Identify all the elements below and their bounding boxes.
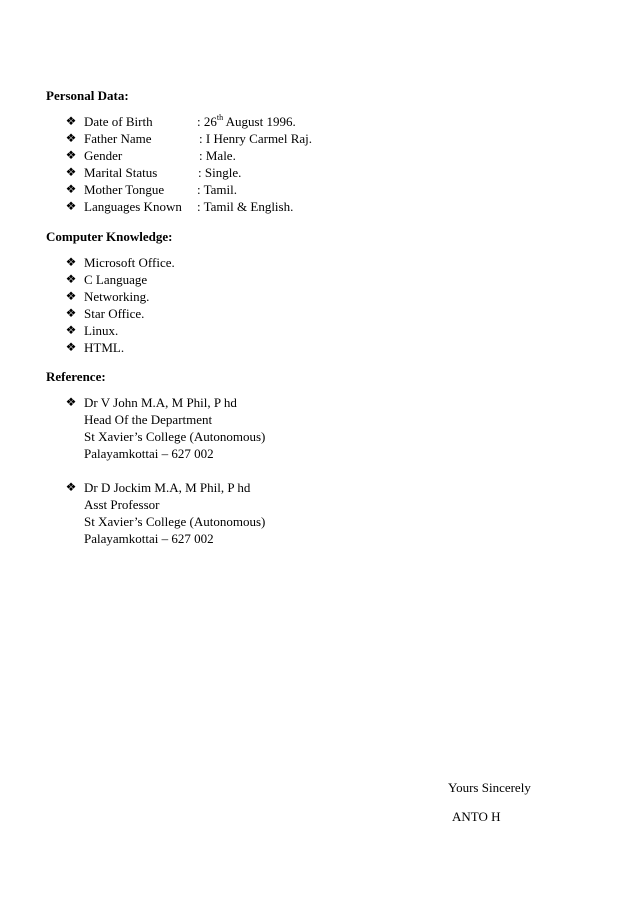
diamond-bullet-icon: ❖: [65, 165, 77, 179]
reference-position: Head Of the Department: [84, 412, 213, 427]
dob-value-suffix: th: [216, 113, 224, 122]
reference-name: Dr V John M.A, M Phil, P hd: [84, 395, 237, 410]
skill-item: Star Office.: [84, 306, 145, 321]
reference-name: Dr D Jockim M.A, M Phil, P hd: [84, 480, 251, 495]
skill-item: Linux.: [84, 323, 119, 338]
computer-knowledge-list: [64, 254, 175, 356]
computer-knowledge-heading: Computer Knowledge:: [46, 229, 173, 244]
signature-name: ANTO H: [452, 809, 501, 824]
personal-data-list: [64, 113, 312, 215]
diamond-bullet-icon: ❖: [65, 131, 77, 145]
dob-value-day: : 26: [197, 114, 217, 129]
list-item: [64, 288, 175, 305]
list-item: [64, 147, 312, 164]
personal-data-heading: Personal Data:: [46, 88, 129, 103]
list-item: [64, 181, 312, 198]
list-item: [64, 130, 312, 147]
gender-label: Gender: [84, 148, 123, 163]
languages-known-label: Languages Known: [84, 199, 182, 214]
reference-institution: St Xavier’s College (Autonomous): [84, 429, 266, 444]
father-name-value: : I Henry Carmel Raj.: [199, 131, 312, 146]
mother-tongue-label: Mother Tongue: [84, 182, 165, 197]
father-name-label: Father Name: [84, 131, 152, 146]
skill-item: HTML.: [84, 340, 125, 355]
list-item: [64, 322, 175, 339]
diamond-bullet-icon: ❖: [65, 182, 77, 196]
reference-position: Asst Professor: [84, 497, 160, 512]
diamond-bullet-icon: ❖: [65, 199, 77, 213]
list-item: [64, 164, 312, 181]
diamond-bullet-icon: ❖: [65, 480, 77, 494]
dob-value: [197, 113, 296, 130]
list-item: [64, 305, 175, 322]
diamond-bullet-icon: ❖: [65, 272, 77, 286]
diamond-bullet-icon: ❖: [65, 148, 77, 162]
reference-address: Palayamkottai – 627 002: [84, 531, 214, 546]
reference-heading: Reference:: [46, 369, 106, 384]
dob-label: Date of Birth: [84, 114, 153, 129]
diamond-bullet-icon: ❖: [65, 340, 77, 354]
skill-item: Microsoft Office.: [84, 255, 175, 270]
diamond-bullet-icon: ❖: [65, 395, 77, 409]
reference-entry: [64, 394, 265, 462]
list-item: [64, 113, 312, 130]
list-item: [64, 271, 175, 288]
list-item: [64, 339, 175, 356]
marital-status-value: : Single.: [198, 165, 242, 180]
languages-known-value: : Tamil & English.: [197, 199, 294, 214]
reference-institution: St Xavier’s College (Autonomous): [84, 514, 266, 529]
diamond-bullet-icon: ❖: [65, 255, 77, 269]
diamond-bullet-icon: ❖: [65, 323, 77, 337]
diamond-bullet-icon: ❖: [65, 289, 77, 303]
dob-value-rest: August 1996.: [223, 114, 296, 129]
diamond-bullet-icon: ❖: [65, 114, 77, 128]
list-item: [64, 198, 312, 215]
skill-item: C Language: [84, 272, 148, 287]
gender-value: : Male.: [199, 148, 236, 163]
reference-address: Palayamkottai – 627 002: [84, 446, 214, 461]
diamond-bullet-icon: ❖: [65, 306, 77, 320]
list-item: [64, 254, 175, 271]
skill-item: Networking.: [84, 289, 150, 304]
mother-tongue-value: : Tamil.: [197, 182, 238, 197]
closing-salutation: Yours Sincerely: [448, 780, 531, 795]
marital-status-label: Marital Status: [84, 165, 158, 180]
reference-entry: [64, 479, 265, 547]
